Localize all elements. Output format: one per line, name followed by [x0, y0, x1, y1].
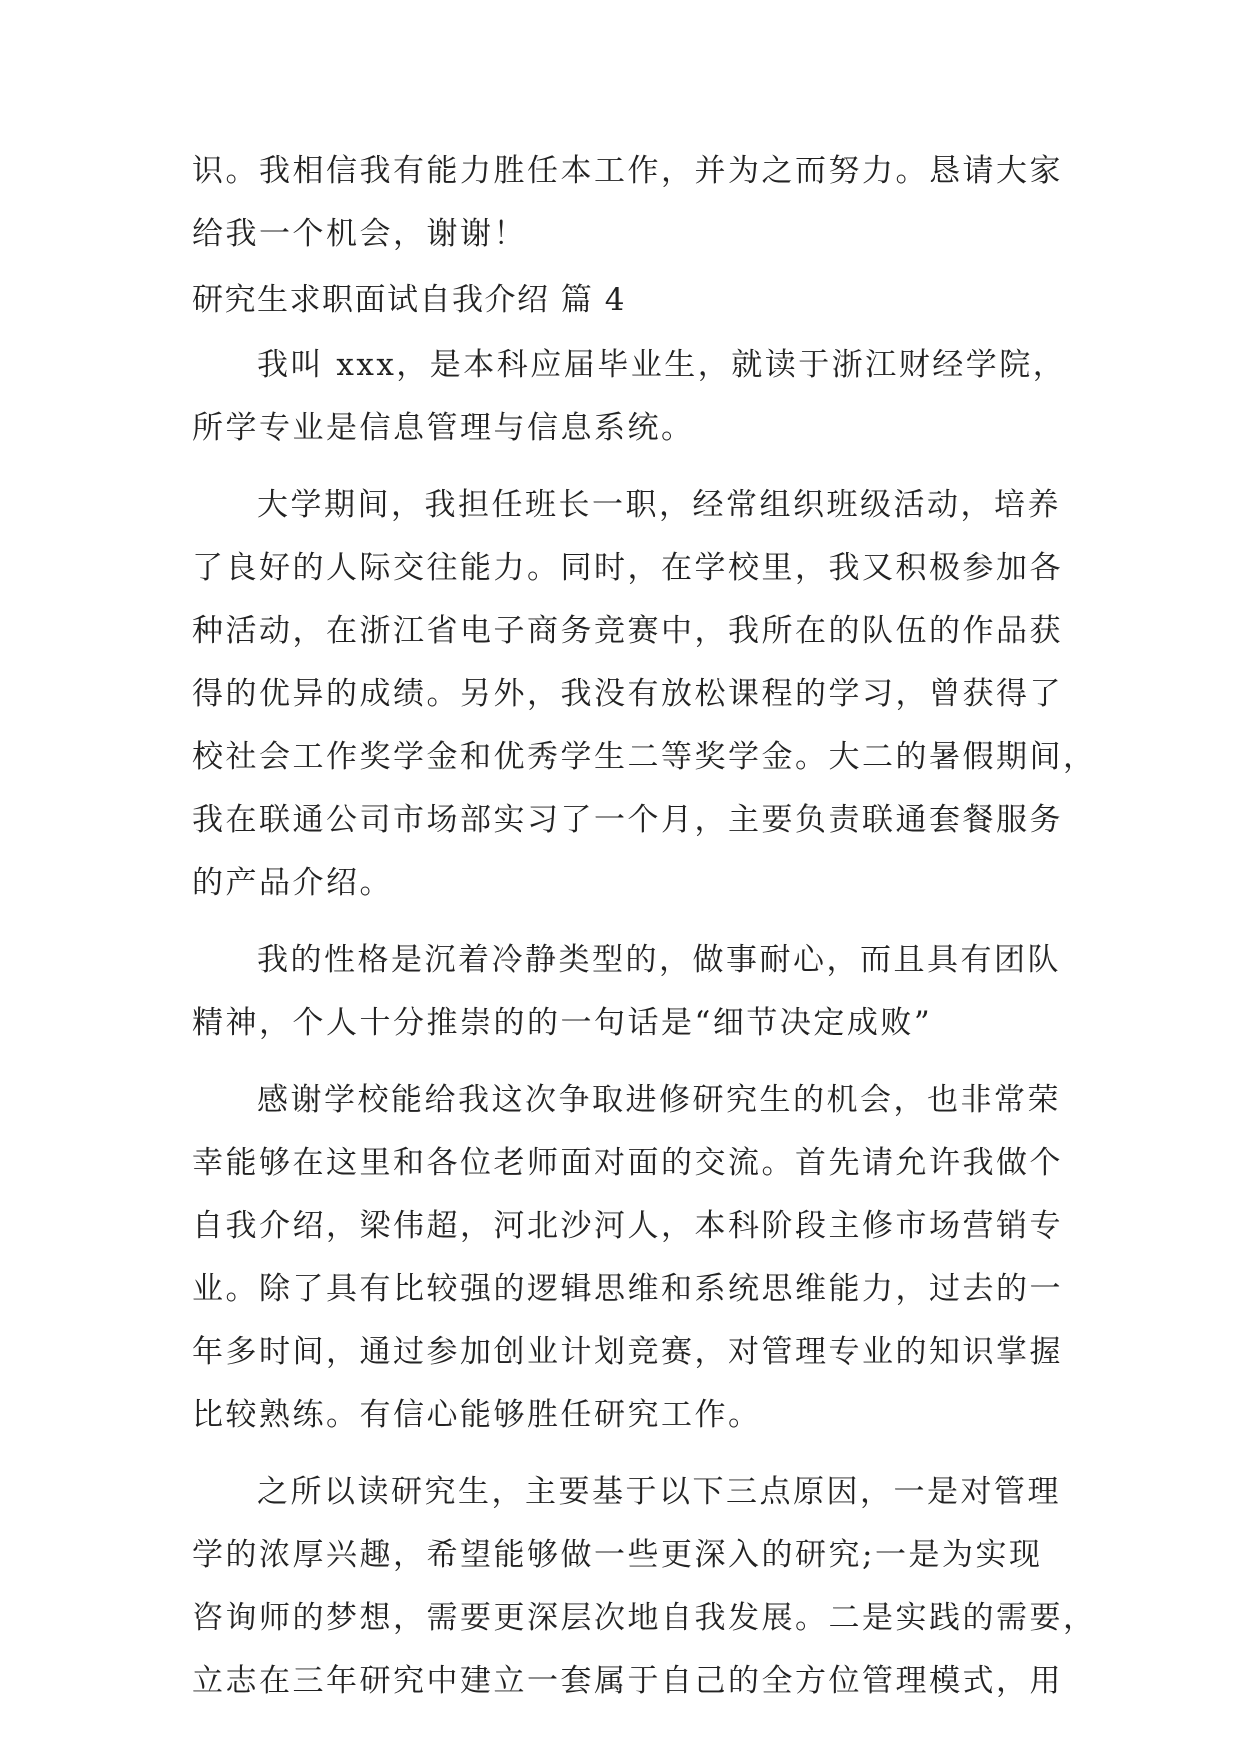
text-line: 学的浓厚兴趣，希望能够做一些更深入的研究;一是为实现 — [192, 1537, 1043, 1573]
text-line: 我在联通公司市场部实习了一个月，主要负责联通套餐服务 — [192, 802, 1063, 838]
text-line: 的产品介绍。 — [192, 865, 393, 901]
text-line: 之所以读研究生，主要基于以下三点原因，一是对管理 — [257, 1474, 1061, 1510]
text-line: 感谢学校能给我这次争取进修研究生的机会，也非常荣 — [257, 1082, 1061, 1118]
text-line: 咨询师的梦想，需要更深层次地自我发展。二是实践的需要， — [192, 1600, 1097, 1636]
text-line: 得的优异的成绩。另外，我没有放松课程的学习，曾获得了 — [192, 676, 1063, 712]
text-line: 种活动，在浙江省电子商务竞赛中，我所在的队伍的作品获 — [192, 613, 1063, 649]
text-line: 给我一个机会，谢谢！ — [192, 216, 527, 252]
text-line: 大学期间，我担任班长一职，经常组织班级活动，培养 — [257, 487, 1061, 523]
text-line: 精神，个人十分推崇的的一句话是“细节决定成败” — [192, 1005, 933, 1041]
text-line: 自我介绍，梁伟超，河北沙河人，本科阶段主修市场营销专 — [192, 1208, 1063, 1244]
paragraph-thanks — [192, 1069, 1063, 1447]
text-line: 我叫 xxx，是本科应届毕业生，就读于浙江财经学院， — [257, 347, 1067, 383]
text-line: 幸能够在这里和各位老师面对面的交流。首先请允许我做个 — [192, 1145, 1063, 1181]
paragraph-personality — [192, 929, 1061, 1055]
text-line: 了良好的人际交往能力。同时，在学校里，我又积极参加各 — [192, 550, 1063, 586]
text-line: 立志在三年研究中建立一套属于自己的全方位管理模式，用 — [192, 1663, 1063, 1699]
text-line: 校社会工作奖学金和优秀学生二等奖学金。大二的暑假期间， — [192, 739, 1097, 775]
text-line: 业。除了具有比较强的逻辑思维和系统思维能力，过去的一 — [192, 1271, 1063, 1307]
document-body — [192, 140, 1097, 1713]
text-line: 识。我相信我有能力胜任本工作，并为之而努力。恳请大家 — [192, 153, 1063, 189]
text-line: 所学专业是信息管理与信息系统。 — [192, 410, 695, 446]
text-line: 我的性格是沉着冷静类型的，做事耐心，而且具有团队 — [257, 942, 1061, 978]
paragraph-reasons — [192, 1461, 1097, 1713]
section-heading: 研究生求职面试自我介绍 篇 4 — [192, 282, 626, 318]
text-line: 比较熟练。有信心能够胜任研究工作。 — [192, 1397, 762, 1433]
paragraph-intro — [192, 334, 1067, 460]
text-line: 年多时间，通过参加创业计划竞赛，对管理专业的知识掌握 — [192, 1334, 1063, 1370]
paragraph-university — [192, 474, 1097, 915]
